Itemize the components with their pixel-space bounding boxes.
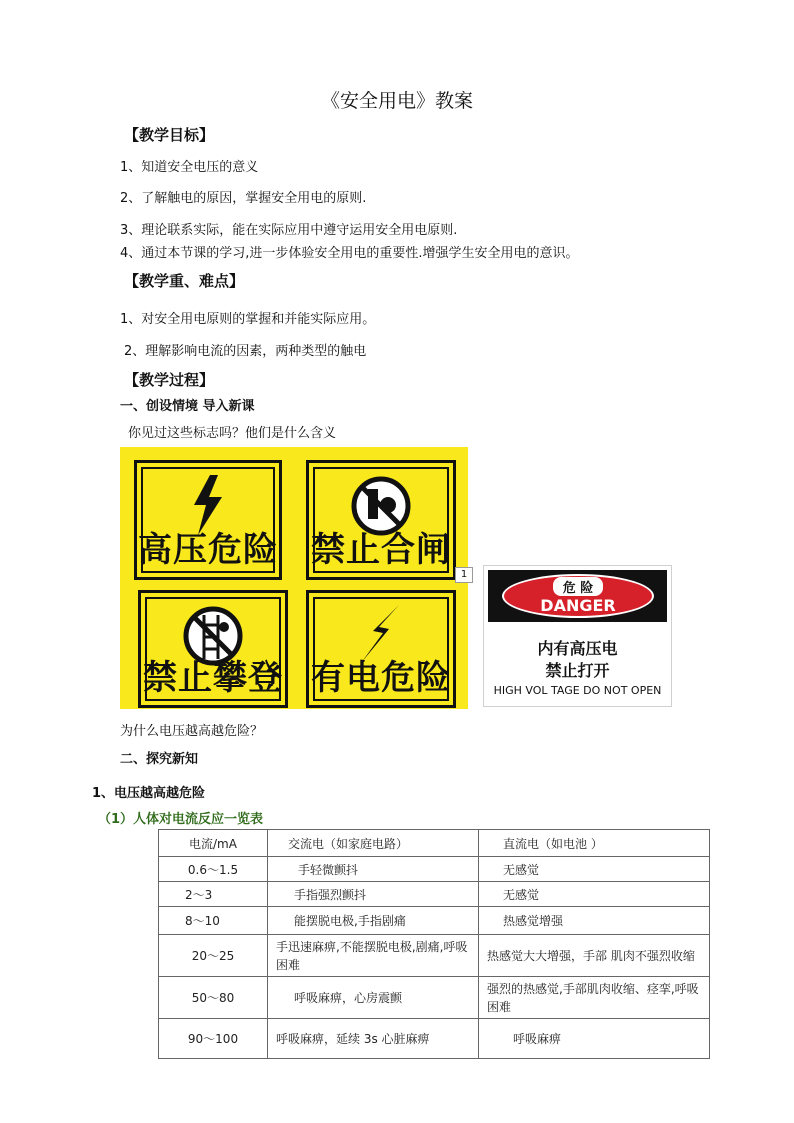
table-cell: 手轻微颤抖 (268, 857, 479, 882)
table-row (159, 977, 710, 1019)
table-row (159, 857, 710, 882)
table-row (159, 882, 710, 907)
sign-high-voltage (134, 460, 282, 580)
table-cell: 热感觉大大增强，手部 肌肉不强烈收缩 (479, 935, 710, 977)
table-cell: 90～100 (159, 1019, 268, 1059)
danger-header (488, 570, 667, 622)
danger-en-label: DANGER (540, 596, 616, 615)
danger-line-2: 禁止打开 (545, 661, 610, 680)
table-cell: 呼吸麻痹，心房震颤 (268, 977, 479, 1019)
danger-oval (502, 574, 654, 618)
sign-label: 禁止攀登 (143, 658, 283, 698)
table-cell: 手迅速麻痹,不能摆脱电极,剧痛,呼吸困难 (268, 935, 479, 977)
table-cell: 50～80 (159, 977, 268, 1019)
danger-sign-image (483, 565, 672, 707)
question-text: 你见过这些标志吗？他们是什么含义 (128, 426, 337, 441)
page-marker: 1 (455, 567, 473, 583)
header-cell: 电流/mA (159, 830, 268, 857)
sign-label: 有电危险 (311, 658, 451, 698)
sign-electric-danger (306, 590, 456, 708)
sign-no-climbing (138, 590, 288, 708)
danger-line-3: HIGH VOL TAGE DO NOT OPEN (493, 684, 662, 697)
table-cell: 能摆脱电极,手指剧痛 (268, 907, 479, 935)
table-cell: 2～3 (159, 882, 268, 907)
table-cell: 热感觉增强 (479, 907, 710, 935)
question-text: 为什么电压越高越危险？ (120, 724, 264, 739)
key-points-heading: 【教学重、难点】 (124, 272, 245, 290)
objectives-heading: 【教学目标】 (124, 126, 215, 144)
table-caption: （1）人体对电流反应一览表 (98, 812, 264, 827)
part1-heading: 一、创设情境 导入新课 (120, 399, 255, 414)
part2-heading: 二、探究新知 (120, 752, 199, 767)
table-row (159, 907, 710, 935)
table-cell: 0.6～1.5 (159, 857, 268, 882)
objective-item: 4、通过本节课的学习,进一步体验安全用电的重要性.增强学生安全用电的意识。 (120, 246, 579, 261)
danger-line-1: 内有高压电 (537, 639, 618, 658)
table-header-row (159, 830, 710, 857)
table-cell: 20～25 (159, 935, 268, 977)
objective-item: 1、知道安全电压的意义 (120, 160, 259, 175)
sign-label: 高压危险 (138, 530, 278, 570)
key-point-item: 2、理解影响电流的因素，两种类型的触电 (124, 344, 367, 359)
table-cell: 手指强烈颤抖 (268, 882, 479, 907)
sub-heading: 1、电压越高越危险 (92, 786, 206, 801)
process-heading: 【教学过程】 (124, 371, 215, 389)
objective-item: 2、了解触电的原因，掌握安全用电的原则. (120, 191, 367, 206)
current-reaction-table (158, 829, 710, 1059)
table-cell: 无感觉 (479, 882, 710, 907)
table-cell: 呼吸麻痹，延续 3s 心脏麻痹 (268, 1019, 479, 1059)
table-cell: 8～10 (159, 907, 268, 935)
table-cell: 无感觉 (479, 857, 710, 882)
page-title: 《安全用电》教案 (320, 90, 473, 112)
table-row (159, 1019, 710, 1059)
key-point-item: 1、对安全用电原则的掌握和并能实际应用。 (120, 312, 376, 327)
header-cell: 交流电（如家庭电路） (268, 830, 479, 857)
table-row (159, 935, 710, 977)
table-cell: 强烈的热感觉,手部肌肉收缩、痉挛,呼吸困难 (479, 977, 710, 1019)
warning-signs-image (120, 447, 468, 709)
table-cell: 呼吸麻痹 (479, 1019, 710, 1059)
header-cell: 直流电（如电池 ） (479, 830, 710, 857)
sign-label: 禁止合闸 (311, 530, 451, 570)
sign-no-switch-on (306, 460, 456, 580)
objective-item: 3、理论联系实际，能在实际应用中遵守运用安全用电原则. (120, 223, 458, 238)
danger-cn-label: 危 险 (553, 577, 604, 596)
